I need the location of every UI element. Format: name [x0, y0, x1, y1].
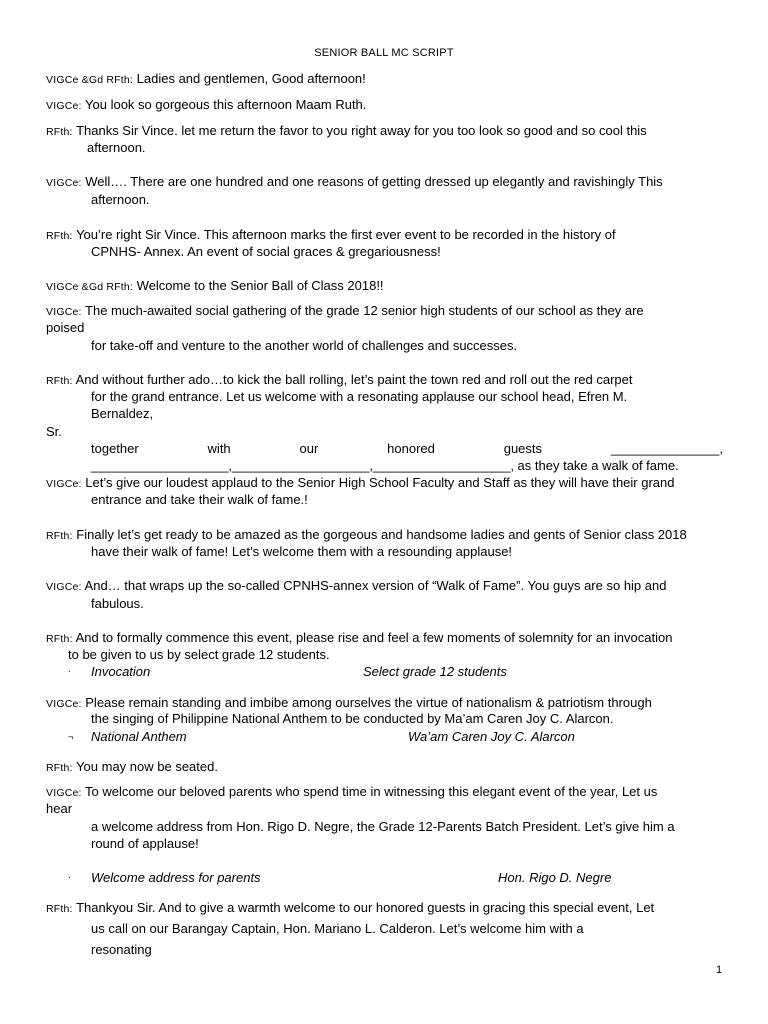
justified-line: [91, 441, 723, 457]
document-title: SENIOR BALL MC SCRIPT: [314, 47, 454, 59]
script-line: [46, 630, 672, 647]
dialogue-text: And without further ado…to kick the ball rolling, let’s paint the town red and roll out the red carpet: [75, 372, 633, 387]
dialogue-text: And… that wraps up the so-called CPNHS-annex version of “Walk of Fame”. You guys are so hip and: [84, 578, 667, 593]
speaker-label: VIGCe:: [46, 100, 82, 112]
script-line: [46, 578, 666, 595]
dialogue-continuation: hear: [46, 801, 73, 816]
script-line: [46, 695, 652, 712]
speaker-label: VIGCe:: [46, 478, 82, 490]
dialogue-continuation: round of applause!: [91, 836, 199, 851]
script-line: [46, 278, 384, 295]
speaker-label: RFth:: [46, 230, 73, 242]
program-performer: Select grade 12 students: [363, 664, 507, 679]
word: with: [207, 441, 231, 456]
dialogue-continuation: a welcome address from Hon. Rigo D. Negre, the Grade 12-Parents Batch President. Let’s give him a: [91, 819, 675, 834]
speaker-label: RFth:: [46, 530, 73, 542]
dialogue-text: Let’s give our loudest applaud to the Senior High School Faculty and Staff as they will have their grand: [85, 475, 675, 490]
dialogue-continuation: the singing of Philippine National Anthem to be conducted by Ma’am Caren Joy C. Alarcon.: [91, 711, 614, 726]
dialogue-text: You’re right Sir Vince. This afternoon marks the first ever event to be recorded in the history of: [76, 227, 616, 242]
script-line: [46, 900, 654, 917]
dialogue-text: Please remain standing and imbibe among ourselves the virtue of nationalism & patriotism through: [85, 695, 652, 710]
script-line: [46, 759, 218, 776]
word: honored: [387, 441, 435, 456]
bullet-icon: ·: [68, 666, 71, 676]
script-line: [46, 97, 366, 114]
dialogue-continuation: for take-off and venture to the another world of challenges and successes.: [91, 338, 518, 353]
speaker-label: RFth:: [46, 375, 73, 387]
program-item: Invocation: [91, 664, 151, 679]
speaker-label: VIGCe:: [46, 177, 82, 189]
script-line: [46, 784, 657, 801]
speaker-label: VIGCe:: [46, 698, 82, 710]
dialogue-text: And to formally commence this event, please rise and feel a few moments of solemnity for an invocation: [75, 630, 673, 645]
speaker-label: VIGCe:: [46, 306, 82, 318]
bullet-icon: ·: [68, 872, 71, 882]
dialogue-continuation: afternoon.: [87, 140, 146, 155]
dialogue-continuation: fabulous.: [91, 596, 144, 611]
script-line: [46, 71, 366, 88]
speaker-label: RFth:: [46, 903, 73, 915]
speaker-label: VIGCe &Gd RFth:: [46, 281, 134, 293]
dialogue-text: Thanks Sir Vince. let me return the favor to you right away for you too look so good and so cool this: [76, 123, 647, 138]
word: our: [299, 441, 319, 456]
script-line: [46, 475, 674, 492]
dialogue-text: Finally let’s get ready to be amazed as the gorgeous and handsome ladies and gents of Senior class 2018: [76, 527, 687, 542]
speaker-label: VIGCe:: [46, 787, 82, 799]
script-line: [46, 303, 644, 320]
program-item: National Anthem: [91, 729, 187, 744]
script-line: [46, 227, 616, 244]
dialogue-text: You look so gorgeous this afternoon Maam Ruth.: [85, 97, 367, 112]
script-line: [46, 174, 663, 191]
page-number: 1: [716, 964, 723, 976]
dialogue-continuation: poised: [46, 320, 85, 335]
dialogue-continuation: Bernaldez,: [91, 406, 154, 421]
dialogue-text: To welcome our beloved parents who spend time in witnessing this elegant event of the year, Let us: [85, 784, 658, 799]
dialogue-continuation: us call on our Barangay Captain, Hon. Mariano L. Calderon. Let’s welcome him with a: [91, 921, 584, 936]
blank-field: _______________,: [610, 441, 723, 456]
dialogue-text: Thankyou Sir. And to give a warmth welcome to our honored guests in gracing this special event, Let: [76, 900, 655, 915]
word: together: [91, 441, 139, 456]
speaker-label: VIGCe:: [46, 581, 82, 593]
dialogue-continuation: entrance and take their walk of fame.!: [91, 492, 308, 507]
dialogue-text: The much-awaited social gathering of the grade 12 senior high students of our school as they are: [85, 303, 644, 318]
dialogue-continuation: Sr.: [46, 424, 62, 439]
speaker-label: RFth:: [46, 633, 73, 645]
program-item: Welcome address for parents: [91, 870, 261, 885]
speaker-label: VIGCe &Gd RFth:: [46, 74, 134, 86]
program-performer: Hon. Rigo D. Negre: [498, 870, 612, 885]
dialogue-text: You may now be seated.: [76, 759, 218, 774]
dialogue-continuation: to be given to us by select grade 12 students.: [68, 647, 330, 662]
dialogue-continuation: CPNHS- Annex. An event of social graces & gregariousness!: [91, 244, 441, 259]
speaker-label: RFth:: [46, 762, 73, 774]
dialogue-text: Ladies and gentlemen, Good afternoon!: [136, 71, 366, 86]
dialogue-continuation: afternoon.: [91, 192, 150, 207]
dialogue-continuation: resonating: [91, 942, 152, 957]
script-line: [46, 527, 687, 544]
script-line: [46, 372, 633, 389]
dialogue-continuation: have their walk of fame! Let’s welcome them with a resounding applause!: [91, 544, 513, 559]
dialogue-continuation: for the grand entrance. Let us welcome with a resonating applause our school head, Efren M.: [91, 389, 628, 404]
speaker-label: RFth:: [46, 126, 73, 138]
dialogue-text: Well…. There are one hundred and one reasons of getting dressed up elegantly and ravishingly This: [85, 174, 663, 189]
script-line: [46, 123, 647, 140]
dialogue-continuation: ___________________,___________________,___________________, as they take a walk of fame.: [91, 458, 679, 473]
dialogue-text: Welcome to the Senior Ball of Class 2018!!: [136, 278, 384, 293]
bullet-icon: ¬: [68, 732, 74, 742]
program-performer: Wa’am Caren Joy C. Alarcon: [408, 729, 575, 744]
word: guests: [503, 441, 543, 456]
